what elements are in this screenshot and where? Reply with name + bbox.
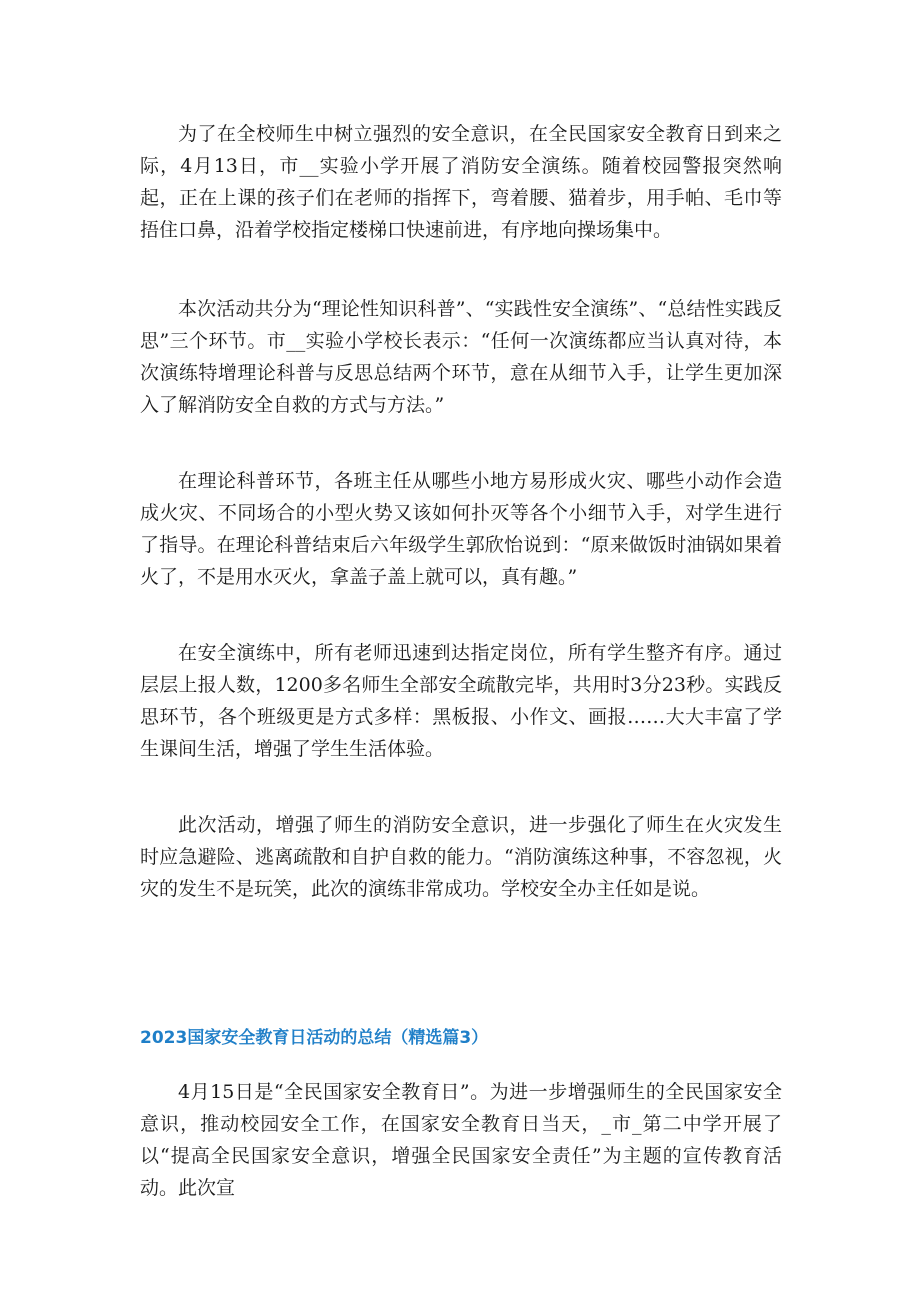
body-paragraph: 此次活动，增强了师生的消防安全意识，进一步强化了师生在火灾发生时应急避险、逃离疏散和自护自救的能力。“消防演练这种事，不容忽视，火灾的发生不是玩笑，此次的演练非常成功。学校安全办主任如是说。 (140, 814, 782, 900)
body-paragraph: 为了在全校师生中树立强烈的安全意识，在全民国家安全教育日到来之际，4月13日，市__实验小学开展了消防安全演练。随着校园警报突然响起，正在上课的孩子们在老师的指挥下，弯着腰、猫着步，用手帕、毛巾等捂住口鼻，沿着学校指定楼梯口快速前进，有序地向操场集中。 (140, 123, 782, 241)
section-heading: 2023国家安全教育日活动的总结（精选篇3） (140, 1028, 489, 1048)
body-paragraph: 本次活动共分为“理论性知识科普”、“实践性安全演练”、“总结性实践反思”三个环节。市__实验小学校长表示：“任何一次演练都应当认真对待，本次演练特增理论科普与反思总结两个环节，意在从细节入手，让学生更加深入了解消防安全自救的方式与方法。” (140, 298, 782, 416)
body-paragraph: 在安全演练中，所有老师迅速到达指定岗位，所有学生整齐有序。通过层层上报人数，1200多名师生全部安全疏散完毕，共用时3分23秒。实践反思环节，各个班级更是方式多样：黑板报、小作文、画报……大大丰富了学生课间生活，增强了学生生活体验。 (140, 642, 782, 760)
body-paragraph: 在理论科普环节，各班主任从哪些小地方易形成火灾、哪些小动作会造成火灾、不同场合的小型火势又该如何扑灭等各个小细节入手，对学生进行了指导。在理论科普结束后六年级学生郭欣怡说到：“原来做饭时油锅如果着火了，不是用水灭火，拿盖子盖上就可以，真有趣。” (140, 470, 782, 588)
section-body-paragraph: 4月15日是“全民国家安全教育日”。为进一步增强师生的全民国家安全意识，推动校园安全工作，在国家安全教育日当天，_市_第二中学开展了以“提高全民国家安全意识，增强全民国家安全责任”为主题的宣传教育活动。此次宣 (140, 1081, 782, 1199)
